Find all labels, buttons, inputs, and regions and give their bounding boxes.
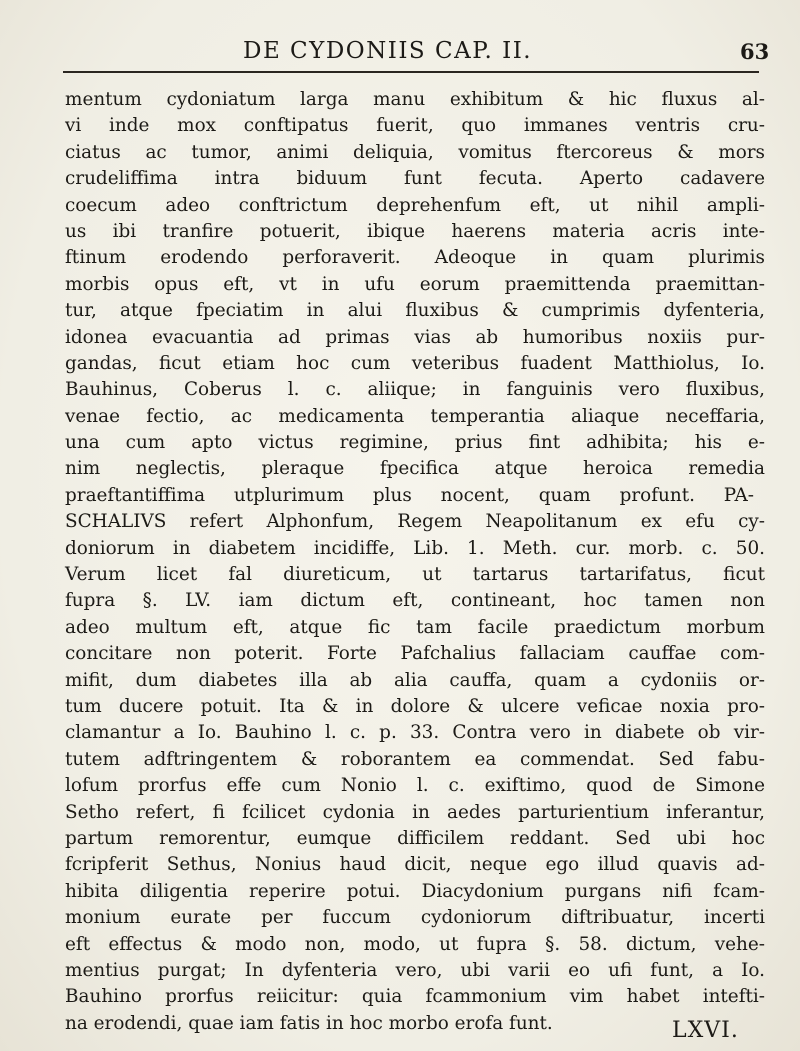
text-line: ciatus ac tumor, animi deliquia, vomitus ftercoreus & mors	[65, 141, 765, 163]
text-line: monium eurate per fuccum cydoniorum diftribuatur, incerti	[65, 907, 765, 929]
header-rule	[63, 71, 759, 73]
text-line: venae fectio, ac medicamenta temperantia aliaque neceffaria,	[65, 405, 765, 427]
text-line: fcripferit Sethus, Nonius haud dicit, neque ego illud quavis ad-	[65, 854, 765, 876]
text-line: fupra §. LV. iam dictum eft, contineant, hoc tamen non	[65, 590, 765, 612]
text-line: Setho refert, fi fcilicet cydonia in aedes parturientium inferantur,	[65, 801, 765, 823]
text-line: eft effectus & modo non, modo, ut fupra §. 58. dictum, vehe-	[65, 933, 765, 955]
text-line: Verum licet fal diureticum, ut tartarus tartarifatus, ficut	[65, 564, 765, 586]
text-line: tur, atque fpeciatim in alui fluxibus & cumprimis dyfenteria,	[65, 300, 765, 322]
text-line: una cum apto victus regimine, prius fint adhibita; his e-	[65, 432, 765, 454]
text-line: clamantur a Io. Bauhino l. c. p. 33. Contra vero in diabete ob vir-	[65, 722, 765, 744]
text-line: mifit, dum diabetes illa ab alia cauffa, quam a cydoniis or-	[65, 669, 765, 691]
text-line: crudeliffima intra biduum funt fecuta. Aperto cadavere	[65, 168, 765, 190]
text-line: lofum prorfus effe cum Nonio l. c. exiftimo, quod de Simone	[65, 775, 765, 797]
text-line: morbis opus eft, vt in ufu eorum praemittenda praemittan-	[65, 273, 765, 295]
text-line: hibita diligentia reperire potui. Diacydonium purgans nifi fcam-	[65, 880, 765, 902]
text-line: mentum cydoniatum larga manu exhibitum & hic fluxus al-	[65, 89, 765, 110]
text-line: us ibi tranfire potuerit, ibique haerens materia acris inte-	[65, 220, 765, 242]
body-text	[65, 87, 765, 1037]
text-line: Bauhinus, Coberus l. c. aliique; in fanguinis vero fluxibus,	[65, 379, 765, 401]
text-line: ftinum erodendo perforaverit. Adeoque in quam plurimis	[65, 247, 765, 269]
text-line: praeftantiffima utplurimum plus nocent, quam profunt. PA-	[65, 484, 754, 506]
text-line: gandas, ficut etiam hoc cum veteribus fuadent Matthiolus, Io.	[65, 352, 765, 374]
text-line: tutem adftringentem & roborantem ea commendat. Sed fabu-	[65, 748, 765, 770]
page-number: 63	[740, 39, 770, 64]
text-line: coecum adeo conftrictum deprehenfum eft, ut nihil ampli-	[65, 194, 765, 216]
text-line: concitare non poterit. Forte Pafchalius fallaciam cauffae com-	[65, 643, 765, 665]
text-line: doniorum in diabetem incidiffe, Lib. 1. Meth. cur. morb. c. 50.	[65, 537, 765, 559]
running-head: DE CYDONIIS CAP. II.	[243, 38, 533, 64]
text-line: adeo multum eft, atque fic tam facile praedictum morbum	[65, 616, 765, 638]
text-line: nim neglectis, pleraque fpecifica atque heroica remedia	[65, 458, 765, 480]
text-line: partum remorentur, eumque difficilem reddant. Sed ubi hoc	[65, 827, 765, 849]
text-line: vi inde mox conftipatus fuerit, quo immanes ventris cru-	[65, 115, 765, 137]
text-line: mentius purgat; In dyfenteria vero, ubi varii eo ufi funt, a Io.	[65, 959, 765, 981]
text-line: SCHALIVS refert Alphonfum, Regem Neapolitanum ex efu cy-	[65, 511, 765, 533]
catchword: LXVI.	[672, 1018, 739, 1043]
text-line: idonea evacuantia ad primas vias ab humoribus noxiis pur-	[65, 326, 765, 348]
text-line: na erodendi, quae iam fatis in hoc morbo erofa funt.	[65, 1012, 553, 1034]
text-line: tum ducere potuit. Ita & in dolore & ulcere veficae noxia pro-	[65, 695, 765, 717]
page-header	[0, 38, 800, 68]
text-line: Bauhino prorfus reiicitur: quia fcammonium vim habet intefti-	[65, 986, 765, 1008]
